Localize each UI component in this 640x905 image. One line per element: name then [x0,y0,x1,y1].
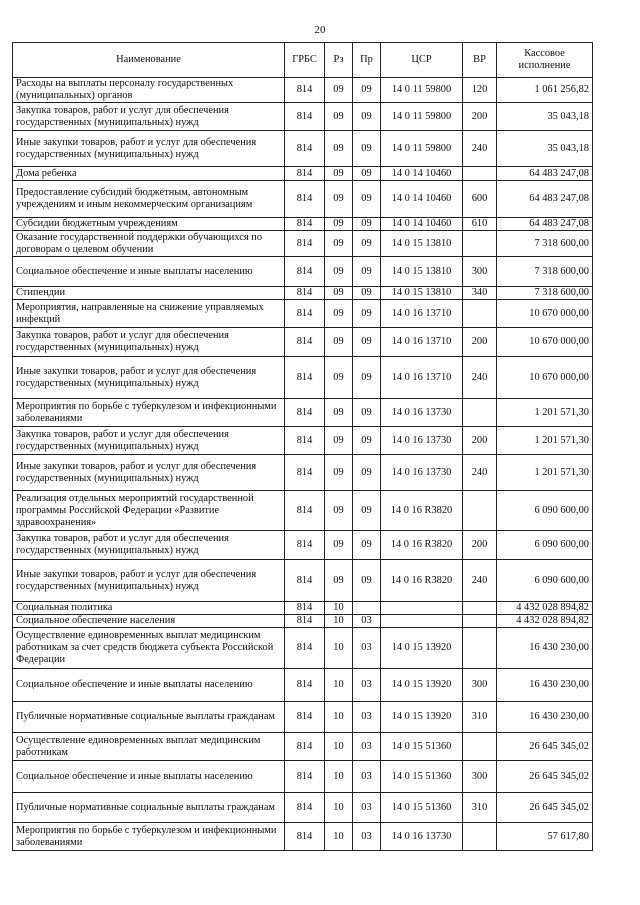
cell-name: Мероприятия, направленные на снижение управляемых инфекций [13,300,285,328]
cell-grbs: 814 [285,78,325,103]
cell-grbs: 814 [285,455,325,491]
cell-grbs: 814 [285,531,325,560]
table-row [13,103,593,131]
cell-rz: 09 [325,531,353,560]
cell-name: Социальное обеспечение и иные выплаты населению [13,761,285,793]
cell-pr: 03 [353,615,381,628]
cell-vr: 240 [463,357,497,399]
cell-grbs: 814 [285,300,325,328]
cell-name: Осуществление единовременных выплат медицинским работникам за счет средств бюджета субъекта Российской Федерации [13,628,285,669]
cell-amount: 1 201 571,30 [497,399,593,427]
cell-grbs: 814 [285,761,325,793]
cell-grbs: 814 [285,328,325,357]
cell-rz: 09 [325,167,353,181]
cell-csr: 14 0 14 10460 [381,218,463,231]
cell-name: Стипендии [13,287,285,300]
cell-name: Закупка товаров, работ и услуг для обеспечения государственных (муниципальных) нужд [13,531,285,560]
table-row [13,181,593,218]
table-row [13,357,593,399]
cell-rz: 09 [325,491,353,531]
cell-grbs: 814 [285,702,325,733]
cell-csr: 14 0 15 13920 [381,628,463,669]
cell-grbs: 814 [285,131,325,167]
cell-rz: 10 [325,793,353,823]
cell-pr: 09 [353,357,381,399]
cell-csr: 14 0 15 51360 [381,733,463,761]
cell-csr: 14 0 14 10460 [381,167,463,181]
cell-csr: 14 0 15 13810 [381,287,463,300]
cell-pr: 09 [353,328,381,357]
cell-csr: 14 0 16 R3820 [381,491,463,531]
cell-grbs: 814 [285,167,325,181]
cell-amount: 64 483 247,08 [497,218,593,231]
cell-name: Иные закупки товаров, работ и услуг для обеспечения государственных (муниципальных) нужд [13,357,285,399]
cell-grbs: 814 [285,103,325,131]
cell-csr: 14 0 15 13920 [381,669,463,702]
cell-grbs: 814 [285,628,325,669]
cell-amount: 7 318 600,00 [497,231,593,257]
cell-name: Предоставление субсидий бюджетным, автономным учреждениям и иным некоммерческим организациям [13,181,285,218]
cell-name: Осуществление единовременных выплат медицинским работникам [13,733,285,761]
cell-pr: 09 [353,218,381,231]
cell-csr: 14 0 16 13730 [381,823,463,851]
cell-rz: 10 [325,628,353,669]
budget-execution-table [12,42,593,851]
cell-rz: 09 [325,181,353,218]
cell-vr [463,231,497,257]
cell-amount: 35 043,18 [497,131,593,167]
cell-pr: 09 [353,455,381,491]
cell-grbs: 814 [285,399,325,427]
cell-amount: 57 617,80 [497,823,593,851]
cell-vr: 610 [463,218,497,231]
cell-pr: 03 [353,793,381,823]
cell-rz: 10 [325,761,353,793]
cell-pr: 09 [353,131,381,167]
cell-pr: 09 [353,300,381,328]
table-row [13,615,593,628]
cell-grbs: 814 [285,427,325,455]
cell-amount: 26 645 345,02 [497,793,593,823]
cell-csr: 14 0 16 13730 [381,399,463,427]
cell-name: Иные закупки товаров, работ и услуг для обеспечения государственных (муниципальных) нужд [13,560,285,602]
cell-pr: 03 [353,702,381,733]
table-row [13,602,593,615]
table-row [13,733,593,761]
cell-csr: 14 0 11 59800 [381,78,463,103]
cell-pr: 09 [353,427,381,455]
cell-name: Дома ребенка [13,167,285,181]
cell-vr: 240 [463,131,497,167]
cell-amount: 10 670 000,00 [497,328,593,357]
cell-amount: 16 430 230,00 [497,628,593,669]
cell-vr: 310 [463,793,497,823]
cell-csr: 14 0 16 13710 [381,328,463,357]
cell-name: Публичные нормативные социальные выплаты гражданам [13,702,285,733]
cell-csr: 14 0 11 59800 [381,131,463,167]
cell-rz: 09 [325,455,353,491]
cell-name: Мероприятия по борьбе с туберкулезом и инфекционными заболеваниями [13,823,285,851]
cell-vr [463,399,497,427]
cell-csr: 14 0 16 13710 [381,300,463,328]
cell-amount: 7 318 600,00 [497,257,593,287]
cell-grbs: 814 [285,560,325,602]
cell-csr: 14 0 15 13810 [381,231,463,257]
cell-name: Субсидии бюджетным учреждениям [13,218,285,231]
cell-rz: 09 [325,231,353,257]
cell-pr: 09 [353,399,381,427]
table-row [13,167,593,181]
cell-pr: 09 [353,491,381,531]
cell-name: Оказание государственной поддержки обучающихся по договорам о целевом обучении [13,231,285,257]
cell-rz: 09 [325,560,353,602]
table-row [13,231,593,257]
cell-pr: 09 [353,103,381,131]
cell-amount: 10 670 000,00 [497,300,593,328]
cell-rz: 10 [325,733,353,761]
cell-pr: 09 [353,78,381,103]
cell-vr [463,628,497,669]
cell-vr [463,300,497,328]
cell-vr: 300 [463,669,497,702]
table-body [13,78,593,851]
cell-pr: 03 [353,761,381,793]
cell-grbs: 814 [285,287,325,300]
cell-pr: 09 [353,167,381,181]
table-row [13,257,593,287]
cell-pr: 03 [353,733,381,761]
cell-pr: 09 [353,181,381,218]
table-row [13,455,593,491]
cell-amount: 4 432 028 894,82 [497,602,593,615]
cell-name: Иные закупки товаров, работ и услуг для обеспечения государственных (муниципальных) нужд [13,455,285,491]
cell-vr: 200 [463,328,497,357]
cell-vr: 340 [463,287,497,300]
cell-vr [463,167,497,181]
cell-amount: 35 043,18 [497,103,593,131]
cell-pr: 09 [353,287,381,300]
table-row [13,793,593,823]
cell-rz: 09 [325,300,353,328]
cell-rz: 10 [325,615,353,628]
cell-name: Закупка товаров, работ и услуг для обеспечения государственных (муниципальных) нужд [13,103,285,131]
cell-csr: 14 0 15 51360 [381,793,463,823]
cell-rz: 09 [325,287,353,300]
cell-vr [463,615,497,628]
cell-csr: 14 0 16 R3820 [381,531,463,560]
cell-pr: 03 [353,628,381,669]
table-row [13,427,593,455]
cell-name: Закупка товаров, работ и услуг для обеспечения государственных (муниципальных) нужд [13,427,285,455]
cell-amount: 16 430 230,00 [497,669,593,702]
cell-grbs: 814 [285,231,325,257]
cell-vr: 300 [463,761,497,793]
cell-vr: 200 [463,103,497,131]
table-row [13,491,593,531]
cell-grbs: 814 [285,669,325,702]
cell-amount: 64 483 247,08 [497,167,593,181]
cell-grbs: 814 [285,357,325,399]
cell-amount: 1 201 571,30 [497,455,593,491]
cell-pr: 03 [353,669,381,702]
cell-csr: 14 0 16 R3820 [381,560,463,602]
cell-pr: 09 [353,560,381,602]
cell-rz: 10 [325,823,353,851]
cell-pr: 09 [353,531,381,560]
cell-name: Реализация отдельных мероприятий государственной программы Российской Федерации «Развитие здравоохранения» [13,491,285,531]
header-name: Наименование [13,43,285,78]
cell-pr [353,602,381,615]
header-csr: ЦСР [381,43,463,78]
table-row [13,131,593,167]
header-amount: Кассовое исполнение [497,43,593,78]
cell-name: Закупка товаров, работ и услуг для обеспечения государственных (муниципальных) нужд [13,328,285,357]
cell-csr: 14 0 15 51360 [381,761,463,793]
cell-grbs: 814 [285,181,325,218]
table-row [13,628,593,669]
cell-vr: 240 [463,560,497,602]
cell-rz: 09 [325,427,353,455]
cell-pr: 03 [353,823,381,851]
cell-rz: 10 [325,669,353,702]
cell-csr: 14 0 15 13920 [381,702,463,733]
cell-amount: 64 483 247,08 [497,181,593,218]
cell-amount: 4 432 028 894,82 [497,615,593,628]
cell-csr: 14 0 16 13710 [381,357,463,399]
cell-rz: 09 [325,328,353,357]
table-row [13,287,593,300]
cell-grbs: 814 [285,218,325,231]
cell-amount: 26 645 345,02 [497,733,593,761]
cell-rz: 09 [325,257,353,287]
header-grbs: ГРБС [285,43,325,78]
table-row [13,531,593,560]
table-row [13,560,593,602]
cell-csr: 14 0 15 13810 [381,257,463,287]
cell-vr: 240 [463,455,497,491]
cell-vr: 200 [463,531,497,560]
table-row [13,328,593,357]
cell-grbs: 814 [285,257,325,287]
header-vr: ВР [463,43,497,78]
cell-vr: 300 [463,257,497,287]
cell-vr: 200 [463,427,497,455]
cell-vr: 600 [463,181,497,218]
cell-rz: 09 [325,218,353,231]
cell-name: Социальная политика [13,602,285,615]
cell-amount: 6 090 600,00 [497,531,593,560]
table-row [13,702,593,733]
table-row [13,823,593,851]
cell-pr: 09 [353,231,381,257]
cell-amount: 1 201 571,30 [497,427,593,455]
cell-amount: 1 061 256,82 [497,78,593,103]
cell-csr: 14 0 16 13730 [381,427,463,455]
cell-csr: 14 0 16 13730 [381,455,463,491]
cell-grbs: 814 [285,602,325,615]
cell-amount: 26 645 345,02 [497,761,593,793]
cell-rz: 09 [325,103,353,131]
cell-rz: 09 [325,399,353,427]
cell-amount: 6 090 600,00 [497,491,593,531]
cell-name: Социальное обеспечение и иные выплаты населению [13,669,285,702]
cell-pr: 09 [353,257,381,287]
cell-amount: 7 318 600,00 [497,287,593,300]
cell-csr [381,602,463,615]
header-pr: Пр [353,43,381,78]
cell-grbs: 814 [285,793,325,823]
cell-grbs: 814 [285,615,325,628]
cell-grbs: 814 [285,733,325,761]
table-row [13,300,593,328]
cell-vr: 310 [463,702,497,733]
page-number: 20 [314,24,326,36]
cell-vr [463,733,497,761]
header-rz: Рз [325,43,353,78]
cell-name: Социальное обеспечение населения [13,615,285,628]
cell-vr [463,602,497,615]
cell-csr: 14 0 14 10460 [381,181,463,218]
cell-vr: 120 [463,78,497,103]
cell-rz: 09 [325,131,353,167]
cell-name: Социальное обеспечение и иные выплаты населению [13,257,285,287]
cell-rz: 09 [325,78,353,103]
cell-name: Публичные нормативные социальные выплаты гражданам [13,793,285,823]
cell-amount: 6 090 600,00 [497,560,593,602]
cell-csr: 14 0 11 59800 [381,103,463,131]
cell-name: Иные закупки товаров, работ и услуг для обеспечения государственных (муниципальных) нужд [13,131,285,167]
cell-rz: 10 [325,602,353,615]
table-row [13,218,593,231]
table-row [13,78,593,103]
cell-name: Расходы на выплаты персоналу государственных (муниципальных) органов [13,78,285,103]
cell-vr [463,823,497,851]
table-header-row [13,43,593,78]
cell-amount: 10 670 000,00 [497,357,593,399]
cell-csr [381,615,463,628]
cell-grbs: 814 [285,823,325,851]
table-row [13,669,593,702]
cell-name: Мероприятия по борьбе с туберкулезом и инфекционными заболеваниями [13,399,285,427]
cell-vr [463,491,497,531]
cell-amount: 16 430 230,00 [497,702,593,733]
cell-grbs: 814 [285,491,325,531]
table-row [13,761,593,793]
cell-rz: 10 [325,702,353,733]
cell-rz: 09 [325,357,353,399]
table-row [13,399,593,427]
